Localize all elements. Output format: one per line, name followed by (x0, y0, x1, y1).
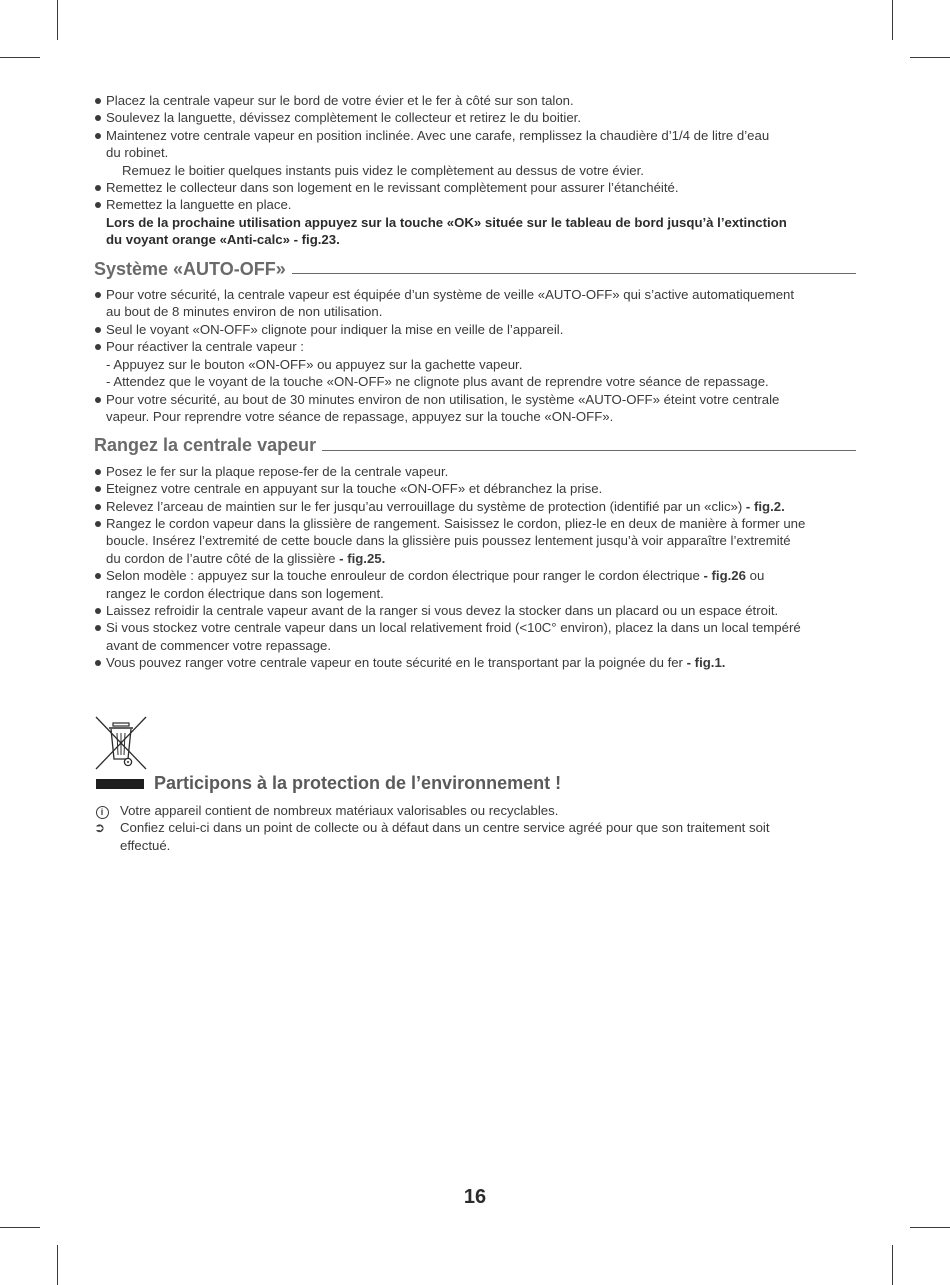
arrow-icon: ➲ (94, 820, 106, 836)
list-item: Remettez la languette en place. (94, 196, 856, 213)
crop-mark (910, 1227, 950, 1228)
heading-rule (292, 273, 856, 274)
crop-mark (892, 0, 893, 40)
list-item: Remettez le collecteur dans son logement en le revissant complètement pour assurer l’étanchéité. (94, 179, 856, 196)
list-item-continuation: avant de commencer votre repassage. (106, 637, 332, 653)
list-item-continuation: boucle. Insérez l’extremité de cette boucle dans la glissière puis poussez lentement jusqu’à voir apparaître l’extremité (106, 533, 791, 549)
list-item-continuation: Remuez le boitier quelques instants puis videz le complètement au dessus de votre évier. (122, 162, 644, 178)
crop-mark (892, 1245, 893, 1285)
list-item-continuation: rangez le cordon électrique dans son logement. (106, 585, 384, 601)
list-item-continuation: - Attendez que le voyant de la touche «ON-OFF» ne clignote plus avant de reprendre votre séance de repassage. (106, 374, 769, 390)
crop-mark (57, 1245, 58, 1285)
figure-reference: - fig.1. (682, 655, 726, 671)
page-number: 16 (463, 1186, 487, 1208)
black-bar (96, 779, 144, 789)
environment-notes (94, 802, 856, 854)
list-item: Pour votre sécurité, la centrale vapeur est équipée d’un système de veille «AUTO-OFF» qui s’active automatiquement (94, 286, 856, 303)
env-arrow-line-cont: effectué. (120, 837, 171, 853)
env-info-line: i Votre appareil contient de nombreux matériaux valorisables ou recyclables. (94, 802, 856, 819)
page-content (94, 92, 856, 672)
intro-list (94, 92, 856, 214)
figure-reference: - fig.23. (289, 232, 340, 248)
heading-rule (322, 450, 856, 451)
list-item-continuation: du robinet. (106, 145, 169, 161)
list-item: Relevez l’arceau de maintien sur le fer jusqu’au verrouillage du système de protection (identifié par un «clic») - fig.2. (94, 498, 856, 515)
list-item: Laissez refroidir la centrale vapeur avant de la ranger si vous devez la stocker dans un placard ou un espace étroit. (94, 602, 856, 619)
list-item: Posez le fer sur la plaque repose-fer de la centrale vapeur. (94, 463, 856, 480)
environment-section (94, 715, 856, 854)
list-item-continuation: au bout de 8 minutes environ de non utilisation. (106, 304, 383, 320)
auto-off-list (94, 286, 856, 425)
list-item: Selon modèle : appuyez sur la touche enrouleur de cordon électrique pour ranger le cordon électrique - fig.26 ou (94, 567, 856, 584)
list-item: Pour réactiver la centrale vapeur : (94, 338, 856, 355)
env-arrow-line: ➲ Confiez celui-ci dans un point de collecte ou à défaut dans un centre service agréé pour que son traitement soit (94, 820, 770, 836)
info-icon: i (94, 802, 110, 819)
figure-reference: - fig.25. (335, 550, 386, 566)
list-item: Vous pouvez ranger votre centrale vapeur en toute sécurité en le transportant par la poignée du fer - fig.1. (94, 654, 856, 671)
list-item: Soulevez la languette, dévissez complètement le collecteur et retirez le du boitier. (94, 109, 856, 126)
crop-mark (57, 0, 58, 40)
crop-mark (0, 1227, 40, 1228)
crop-mark (910, 57, 950, 58)
intro-bold-line: Lors de la prochaine utilisation appuyez sur la touche «OK» située sur le tableau de bord jusqu’à l’extinction (106, 214, 787, 230)
figure-reference: - fig.26 (699, 568, 746, 584)
crossed-out-bin-icon (94, 715, 148, 771)
list-item: Maintenez votre centrale vapeur en position inclinée. Avec une carafe, remplissez la chaudière d’1/4 de litre d’eau (94, 127, 856, 144)
list-item: Seul le voyant «ON-OFF» clignote pour indiquer la mise en veille de l’appareil. (94, 321, 856, 338)
list-item-continuation: vapeur. Pour reprendre votre séance de repassage, appuyez sur la touche «ON-OFF». (106, 408, 614, 424)
list-item: Pour votre sécurité, au bout de 30 minutes environ de non utilisation, le système «AUTO-OFF» éteint votre centrale (94, 391, 856, 408)
list-item: Placez la centrale vapeur sur le bord de votre évier et le fer à côté sur son talon. (94, 92, 856, 109)
list-item-continuation: - Appuyez sur le bouton «ON-OFF» ou appuyez sur la gachette vapeur. (106, 356, 523, 372)
list-item: Eteignez votre centrale en appuyant sur la touche «ON-OFF» et débranchez la prise. (94, 480, 856, 497)
figure-reference: - fig.2. (742, 498, 785, 514)
list-item: Si vous stockez votre centrale vapeur dans un local relativement froid (<10C° environ), placez la dans un local tempéré (94, 619, 856, 636)
auto-off-heading: Système «AUTO-OFF» (94, 261, 856, 278)
intro-bold-line: du voyant orange «Anti-calc» - fig.23. (106, 232, 340, 248)
crop-mark (0, 57, 40, 58)
storage-heading: Rangez la centrale vapeur (94, 437, 856, 454)
list-item: Rangez le cordon vapeur dans la glissière de rangement. Saisissez le cordon, pliez-le en deux de manière à former une (94, 515, 856, 532)
environment-heading: Participons à la protection de l’environnement ! (94, 773, 856, 794)
storage-list (94, 463, 856, 672)
list-item-continuation: du cordon de l’autre côté de la glissière - fig.25. (106, 550, 386, 566)
